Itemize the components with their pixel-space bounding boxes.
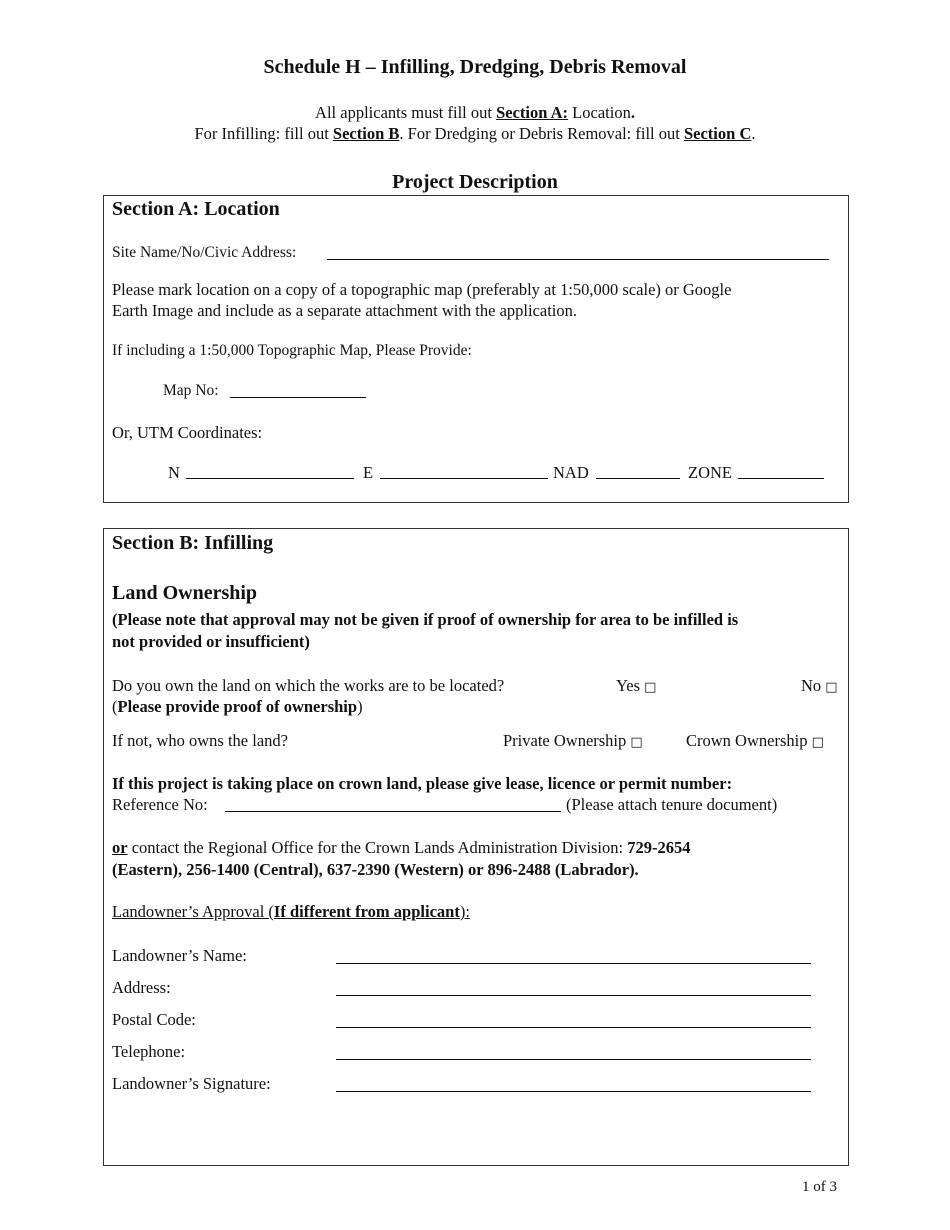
ownership-note-line-2: not provided or insufficient) <box>112 632 310 651</box>
zone-label: ZONE <box>688 463 732 482</box>
crown-ownership-checkbox[interactable]: □ <box>811 735 824 750</box>
no-option[interactable] <box>801 676 838 696</box>
approval-bold-text: If different from applicant <box>273 902 460 921</box>
yes-label: Yes <box>616 676 641 695</box>
mark-instructions-line-2: Earth Image and include as a separate attachment with the application. <box>112 301 578 320</box>
utm-e-field[interactable] <box>380 478 548 479</box>
postal-code-field[interactable] <box>336 1027 811 1028</box>
utm-n-label: N <box>168 463 180 482</box>
nad-field[interactable] <box>596 478 680 479</box>
reference-note: (Please attach tenure document) <box>566 795 778 814</box>
contact-line-1 <box>112 838 690 858</box>
yes-option[interactable] <box>616 676 656 696</box>
section-a-box <box>103 195 849 503</box>
topo-map-label: If including a 1:50,000 Topographic Map, Please Provide: <box>112 342 472 359</box>
reference-no-field[interactable] <box>225 811 561 812</box>
intro-line-2 <box>0 124 950 144</box>
nad-label: NAD <box>553 463 589 482</box>
contact-text: contact the Regional Office for the Crown Lands Administration Division: <box>127 838 628 857</box>
postal-code-label: Postal Code: <box>112 1010 196 1029</box>
landowner-signature-label: Landowner’s Signature: <box>112 1074 271 1093</box>
who-owns-question: If not, who owns the land? <box>112 731 288 750</box>
ownership-note-line-1: (Please note that approval may not be given if proof of ownership for area to be infilled is <box>112 610 739 629</box>
proof-bold-text: Please provide proof of ownership <box>117 697 358 716</box>
project-description-heading: Project Description <box>392 171 558 193</box>
no-checkbox[interactable]: □ <box>825 680 838 695</box>
section-b-box <box>103 528 849 1166</box>
approval-text: Landowner’s Approval ( <box>112 902 274 921</box>
map-no-field[interactable] <box>230 397 366 398</box>
landowner-signature-field[interactable] <box>336 1091 811 1092</box>
section-b-heading: Section B: Infilling <box>112 532 274 554</box>
intro-section-b-ref: Section B <box>332 124 400 143</box>
private-ownership-checkbox[interactable]: □ <box>630 735 643 750</box>
intro-text: . <box>630 103 635 122</box>
utm-n-field[interactable] <box>186 478 354 479</box>
intro-text: . For Dredging or Debris Removal: fill out <box>399 124 684 143</box>
utm-e-label: E <box>363 463 374 482</box>
map-no-label: Map No: <box>163 382 219 399</box>
private-ownership-option[interactable] <box>503 731 643 751</box>
intro-text: For Infilling: fill out <box>194 124 333 143</box>
telephone-label: Telephone: <box>112 1042 186 1061</box>
crown-ownership-label: Crown Ownership <box>686 731 808 750</box>
zone-field[interactable] <box>738 478 824 479</box>
crown-ownership-option[interactable] <box>686 731 824 751</box>
own-land-question: Do you own the land on which the works are to be located? <box>112 676 505 695</box>
page-number: 1 of 3 <box>802 1179 837 1195</box>
crown-land-note: If this project is taking place on crown land, please give lease, licence or permit number: <box>112 774 733 793</box>
intro-text: All applicants must fill out <box>315 103 497 122</box>
intro-line-1 <box>0 103 950 123</box>
private-ownership-label: Private Ownership <box>503 731 627 750</box>
intro-text: . <box>751 124 756 143</box>
address-label: Address: <box>112 978 171 997</box>
utm-label: Or, UTM Coordinates: <box>112 423 263 442</box>
paren-open: ( <box>112 697 118 716</box>
intro-section-a-ref: Section A: <box>496 103 569 122</box>
land-ownership-heading: Land Ownership <box>112 582 258 604</box>
paren-close: ) <box>357 697 363 716</box>
proof-of-ownership-note <box>112 697 363 717</box>
contact-phone-eastern: 729-2654 <box>627 838 691 857</box>
landowner-name-label: Landowner’s Name: <box>112 946 247 965</box>
address-field[interactable] <box>336 995 811 996</box>
mark-instructions-line-1: Please mark location on a copy of a topographic map (preferably at 1:50,000 scale) or Google <box>112 280 732 299</box>
no-label: No <box>801 676 822 695</box>
section-a-heading: Section A: Location <box>112 198 280 220</box>
approval-text: ): <box>459 902 470 921</box>
intro-section-c-ref: Section C <box>683 124 752 143</box>
site-address-label: Site Name/No/Civic Address: <box>112 244 297 261</box>
landowner-name-field[interactable] <box>336 963 811 964</box>
contact-or: or <box>112 838 128 857</box>
page-title: Schedule H – Infilling, Dredging, Debris Removal <box>263 56 687 78</box>
reference-no-label: Reference No: <box>112 795 208 814</box>
intro-text: Location <box>568 103 631 122</box>
landowner-approval-heading <box>112 902 470 922</box>
site-address-field[interactable] <box>327 259 829 260</box>
telephone-field[interactable] <box>336 1059 811 1060</box>
contact-line-2: (Eastern), 256-1400 (Central), 637-2390 (Western) or 896-2488 (Labrador). <box>112 860 639 879</box>
yes-checkbox[interactable]: □ <box>644 680 657 695</box>
